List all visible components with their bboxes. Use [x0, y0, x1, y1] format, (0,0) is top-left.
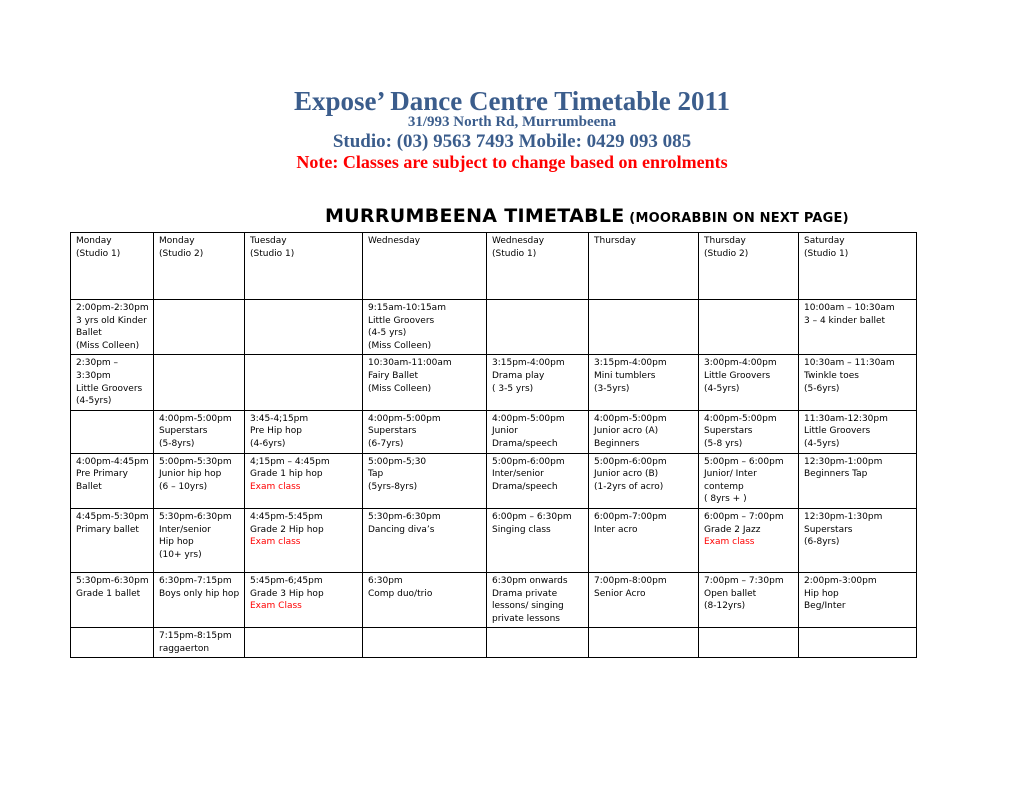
cell-line: Beginners Tap — [804, 469, 868, 480]
class-cell — [799, 300, 917, 355]
cell-line: Tuesday — [250, 236, 287, 246]
cell-line: (Miss Colleen) — [368, 340, 432, 351]
cell-line: Twinkle toes — [804, 370, 859, 381]
cell-line: (5yrs-8yrs) — [368, 481, 418, 492]
table-row — [71, 410, 917, 453]
cell-line: Tap — [368, 469, 384, 480]
class-cell — [799, 572, 917, 627]
cell-line: 5:30pm-6:30pm — [76, 575, 149, 586]
cell-line: 4:00pm-5:00pm — [368, 413, 441, 424]
class-cell — [589, 572, 699, 627]
cell-line: Wednesday — [368, 236, 421, 246]
class-cell — [245, 508, 363, 572]
cell-line: 2:30pm – — [76, 358, 119, 369]
cell-line: 4:45pm-5:30pm — [76, 511, 149, 522]
cell-line: Saturday — [804, 236, 845, 246]
studio-address: 31/993 North Rd, Murrumbeena — [407, 114, 617, 130]
cell-line: (8-12yrs) — [704, 601, 746, 612]
cell-line: 3:15pm-4:00pm — [594, 358, 667, 369]
cell-line: Monday — [159, 236, 195, 246]
class-cell — [245, 628, 363, 658]
cell-line: Superstars — [704, 426, 753, 437]
cell-line: Primary ballet — [76, 524, 139, 535]
class-cell — [154, 410, 245, 453]
cell-line: Mini tumblers — [594, 370, 656, 381]
class-cell — [699, 300, 799, 355]
cell-line: (4-5yrs) — [76, 396, 112, 407]
cell-line: Drama/speech — [492, 438, 558, 449]
cell-line: 10:30am-11:00am — [368, 358, 452, 369]
class-cell — [589, 453, 699, 508]
cell-line: Little Groovers — [704, 370, 771, 381]
class-cell — [154, 453, 245, 508]
class-cell — [487, 453, 589, 508]
cell-line: Drama play — [492, 370, 545, 381]
cell-line: 4:45pm-5:45pm — [250, 511, 323, 522]
day-header-cell — [699, 233, 799, 300]
class-cell — [487, 300, 589, 355]
cell-line: 5:30pm-6:30pm — [159, 511, 232, 522]
cell-line: 7:15pm-8:15pm — [159, 631, 232, 642]
class-cell — [363, 453, 487, 508]
cell-line: 3 – 4 kinder ballet — [804, 315, 886, 326]
class-cell — [487, 508, 589, 572]
cell-line: Junior — [492, 426, 518, 437]
cell-line: 3:30pm — [76, 370, 111, 381]
class-cell — [154, 508, 245, 572]
cell-line: Grade 1 ballet — [76, 588, 141, 599]
class-cell — [487, 355, 589, 410]
cell-line: Grade 3 Hip hop — [250, 588, 324, 599]
cell-line: 6:00pm – 6:30pm — [492, 511, 572, 522]
cell-line: 6:30pm onwards — [492, 575, 568, 586]
cell-line: 4:00pm-5:00pm — [704, 413, 777, 424]
cell-line: Grade 1 hip hop — [250, 469, 323, 480]
cell-line: 6:00pm – 7:00pm — [704, 511, 784, 522]
cell-line: 11:30am-12:30pm — [804, 413, 888, 424]
cell-line: (Studio 1) — [76, 248, 121, 259]
cell-line: Fairy Ballet — [368, 370, 419, 381]
cell-line: 5:30pm-6:30pm — [368, 511, 441, 522]
class-cell — [799, 628, 917, 658]
contact-phone: Studio: (03) 9563 7493 Mobile: 0429 093 085 — [332, 131, 692, 152]
cell-line: 3:45-4;15pm — [250, 413, 309, 424]
cell-line: 7:00pm-8:00pm — [594, 575, 667, 586]
class-cell — [799, 355, 917, 410]
cell-line: (5-8 yrs) — [704, 438, 743, 449]
cell-line: 3:15pm-4:00pm — [492, 358, 565, 369]
cell-line: (6-8yrs) — [804, 537, 840, 548]
class-cell — [589, 355, 699, 410]
class-cell — [589, 628, 699, 658]
class-cell — [699, 410, 799, 453]
cell-line: lessons/ singing — [492, 601, 564, 612]
cell-line: (Miss Colleen) — [76, 340, 140, 351]
cell-line: (Studio 2) — [704, 248, 749, 259]
cell-line: Senior Acro — [594, 588, 646, 599]
class-cell — [699, 355, 799, 410]
cell-line: (3-5yrs) — [594, 383, 630, 394]
class-cell — [589, 300, 699, 355]
cell-line: ( 8yrs + ) — [704, 494, 747, 505]
cell-line: Little Groovers — [368, 315, 435, 326]
cell-line: Beg/Inter — [804, 601, 846, 612]
cell-line: 4:00pm-5:00pm — [159, 413, 232, 424]
cell-line: raggaerton — [159, 643, 210, 654]
cell-line: 5:45pm-6;45pm — [250, 575, 323, 586]
cell-line: Monday — [76, 236, 112, 246]
class-cell — [71, 453, 154, 508]
day-header-cell — [799, 233, 917, 300]
cell-line: Open ballet — [704, 588, 757, 599]
table-row — [71, 628, 917, 658]
enrolment-note: Note: Classes are subject to change based on enrolments — [296, 152, 728, 172]
cell-line: Junior/ Inter — [704, 469, 757, 480]
cell-line: (Studio 1) — [804, 248, 849, 259]
class-cell — [363, 628, 487, 658]
cell-line: Pre Hip hop — [250, 426, 302, 437]
class-cell — [154, 572, 245, 627]
table-row — [71, 453, 917, 508]
cell-line: 12:30pm-1:00pm — [804, 456, 883, 467]
day-header-cell — [589, 233, 699, 300]
class-cell — [487, 572, 589, 627]
cell-line: 3:00pm-4:00pm — [704, 358, 777, 369]
cell-line: Thursday — [594, 236, 636, 246]
cell-line: Singing class — [492, 524, 551, 535]
exam-class-label: Exam Class — [250, 601, 302, 612]
class-cell — [71, 572, 154, 627]
class-cell — [799, 453, 917, 508]
class-cell — [699, 628, 799, 658]
class-cell — [363, 355, 487, 410]
subtitle-main: MURRUMBEENA TIMETABLE — [325, 205, 625, 227]
class-cell — [154, 355, 245, 410]
cell-line: (5-6yrs) — [804, 383, 840, 394]
cell-line: (6 – 10yrs) — [159, 481, 208, 492]
cell-line: 4:00pm-4:45pm — [76, 456, 149, 467]
cell-line: 10:30am – 11:30am — [804, 358, 895, 369]
class-cell — [245, 410, 363, 453]
cell-line: 12:30pm-1:30pm — [804, 511, 883, 522]
cell-line: Beginners — [594, 438, 640, 449]
cell-line: Superstars — [368, 426, 417, 437]
cell-line: 5:00pm-5;30 — [368, 456, 427, 467]
cell-line: Ballet — [76, 328, 102, 339]
cell-line: 2:00pm-2:30pm — [76, 303, 149, 313]
class-cell — [699, 453, 799, 508]
cell-line: Drama/speech — [492, 481, 558, 492]
cell-line: Inter/senior — [492, 469, 544, 480]
cell-line: Inter/senior — [159, 524, 211, 535]
cell-line: (Studio 1) — [492, 248, 537, 259]
cell-line: Grade 2 Hip hop — [250, 524, 324, 535]
cell-line: (Studio 2) — [159, 248, 204, 259]
exam-class-label: Exam class — [250, 481, 301, 492]
class-cell — [799, 410, 917, 453]
cell-line: 5:00pm-6:00pm — [594, 456, 667, 467]
cell-line: (4-5yrs) — [704, 383, 740, 394]
cell-line: 5:00pm-5:30pm — [159, 456, 232, 467]
class-cell — [589, 508, 699, 572]
timetable-subtitle — [325, 205, 849, 227]
cell-line: private lessons — [492, 613, 560, 624]
cell-line: Superstars — [159, 426, 208, 437]
page-title: Expose’ Dance Centre Timetable 2011 — [294, 86, 730, 116]
class-cell — [71, 300, 154, 355]
subtitle-next-page-note: (MOORABBIN ON NEXT PAGE) — [624, 211, 849, 226]
class-cell — [71, 355, 154, 410]
cell-line: Comp duo/trio — [368, 588, 433, 599]
cell-line: (4-5 yrs) — [368, 328, 407, 339]
class-cell — [245, 572, 363, 627]
exam-class-label: Exam class — [250, 537, 301, 548]
cell-line: Junior hip hop — [159, 469, 222, 480]
cell-line: (5-8yrs) — [159, 438, 195, 449]
cell-line: (4-5yrs) — [804, 438, 840, 449]
cell-line: 10:00am – 10:30am — [804, 303, 895, 313]
day-header-cell — [363, 233, 487, 300]
class-cell — [487, 628, 589, 658]
cell-line: 4;15pm – 4:45pm — [250, 456, 330, 467]
cell-line: ( 3-5 yrs) — [492, 383, 534, 394]
cell-line: (6-7yrs) — [368, 438, 404, 449]
table-row — [71, 508, 917, 572]
table-row — [71, 572, 917, 627]
day-header-cell — [154, 233, 245, 300]
timetable-body — [71, 233, 917, 658]
cell-line: 4:00pm-5:00pm — [594, 413, 667, 424]
day-header-cell — [487, 233, 589, 300]
cell-line: Superstars — [804, 524, 853, 535]
cell-line: (Miss Colleen) — [368, 383, 432, 394]
class-cell — [154, 628, 245, 658]
cell-line: (4-6yrs) — [250, 438, 286, 449]
table-row — [71, 300, 917, 355]
class-cell — [699, 572, 799, 627]
cell-line: 6:00pm-7:00pm — [594, 511, 667, 522]
cell-line: 2:00pm-3:00pm — [804, 575, 877, 586]
cell-line: Inter acro — [594, 524, 638, 535]
cell-line: Junior acro (B) — [594, 469, 659, 480]
cell-line: 3 yrs old Kinder — [76, 315, 147, 326]
cell-line: (1-2yrs of acro) — [594, 481, 664, 492]
cell-line: contemp — [704, 481, 744, 492]
day-header-cell — [71, 233, 154, 300]
cell-line: 9:15am-10:15am — [368, 303, 446, 313]
cell-line: Hip hop — [804, 588, 839, 599]
cell-line: 6:30pm-7:15pm — [159, 575, 232, 586]
cell-line: (Studio 1) — [250, 248, 295, 259]
class-cell — [71, 508, 154, 572]
class-cell — [363, 300, 487, 355]
class-cell — [699, 508, 799, 572]
day-header-cell — [245, 233, 363, 300]
exam-class-label: Exam class — [704, 537, 755, 548]
class-cell — [154, 300, 245, 355]
cell-line: Little Groovers — [804, 426, 871, 437]
cell-line: Thursday — [704, 236, 746, 246]
cell-line: Dancing diva’s — [368, 524, 435, 535]
class-cell — [799, 508, 917, 572]
cell-line: Wednesday — [492, 236, 545, 246]
cell-line: 4:00pm-5:00pm — [492, 413, 565, 424]
cell-line: Hip hop — [159, 537, 194, 548]
cell-line: Boys only hip hop — [159, 588, 240, 599]
cell-line: 7:00pm – 7:30pm — [704, 575, 784, 586]
class-cell — [245, 300, 363, 355]
cell-line: 6:30pm — [368, 575, 403, 586]
cell-line: Grade 2 Jazz — [704, 524, 761, 535]
cell-line: Little Groovers — [76, 383, 143, 394]
timetable-table — [70, 232, 917, 658]
cell-line: Ballet — [76, 481, 102, 492]
table-row — [71, 355, 917, 410]
table-header-row — [71, 233, 917, 300]
cell-line: Pre Primary — [76, 469, 128, 480]
class-cell — [363, 410, 487, 453]
class-cell — [245, 453, 363, 508]
class-cell — [245, 355, 363, 410]
class-cell — [71, 628, 154, 658]
cell-line: 5:00pm-6:00pm — [492, 456, 565, 467]
class-cell — [589, 410, 699, 453]
class-cell — [487, 410, 589, 453]
cell-line: (10+ yrs) — [159, 549, 202, 560]
cell-line: Junior acro (A) — [594, 426, 659, 437]
class-cell — [71, 410, 154, 453]
class-cell — [363, 508, 487, 572]
cell-line: 5:00pm – 6:00pm — [704, 456, 784, 467]
cell-line: Drama private — [492, 588, 558, 599]
class-cell — [363, 572, 487, 627]
